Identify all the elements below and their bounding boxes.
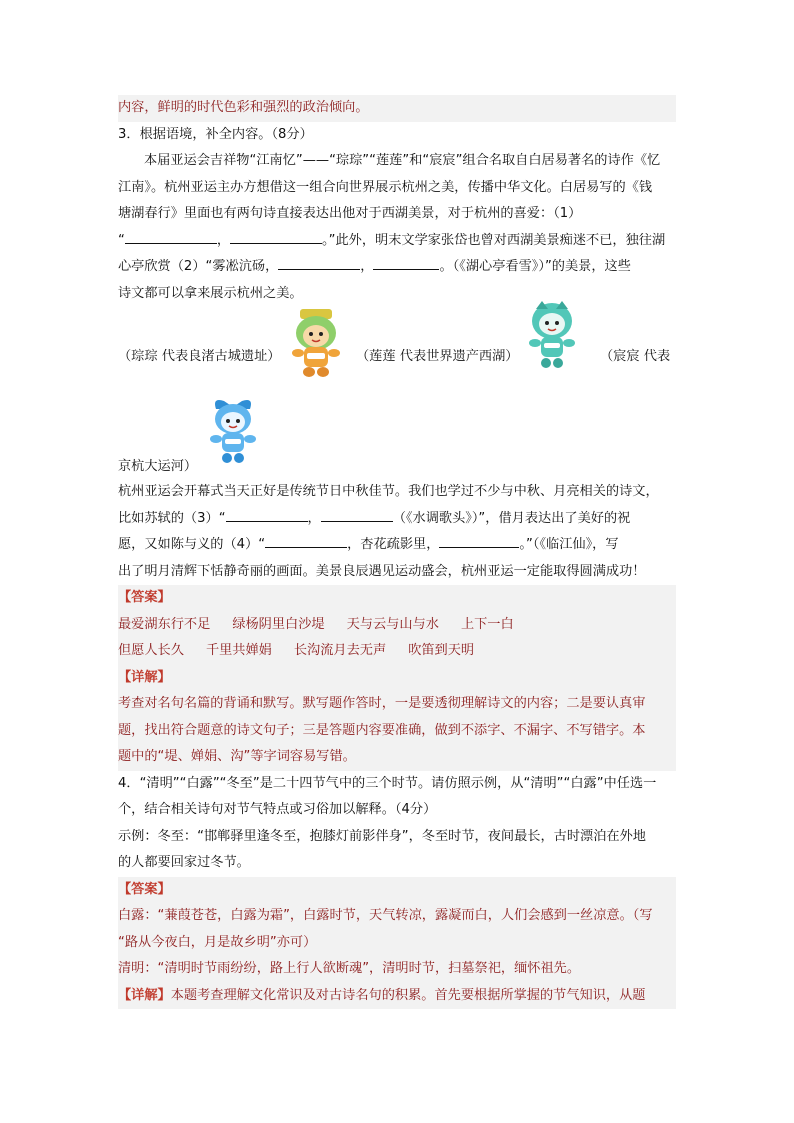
congcong-mascot-image (290, 307, 342, 379)
q4-example-line2: 的人都要回家过冬节。 (118, 855, 250, 870)
document-page (118, 95, 676, 1009)
blank-1b[interactable] (230, 229, 322, 244)
answer-label: 【答案】 (118, 585, 676, 612)
caption-chenchen: （宸宸 代表 (600, 349, 671, 364)
q4-example-line1: 示例：冬至：“邯郸驿里逢冬至，抱膝灯前影伴身”，冬至时节，夜间最长，古时漂泊在外地 (118, 828, 646, 844)
blank-2b[interactable] (373, 255, 439, 270)
blank-4a[interactable] (265, 533, 347, 548)
mascot-row (118, 307, 676, 393)
blank-4b[interactable] (439, 533, 519, 548)
q3-p2-line1: 杭州亚运会开幕式当天正好是传统节日中秋佳节。我们也学过不少与中秋、月亮相关的诗文， (118, 484, 659, 499)
detail-line-2: 题，找出符合题意的诗文句子；三是答题内容要准确，做到不添字、不漏字、不写错字。本 (118, 718, 676, 745)
q4-title-line1: 4．“清明”“白露”“冬至”是二十四节气中的三个时节。请仿照示例，从“清明”“白露”中任选一 (118, 775, 657, 791)
caption-congcong: （琮琮 代表良渚古城遗址） (118, 349, 281, 364)
q4-answer-line2: “路从今夜白，月是故乡明”亦可） (118, 930, 676, 957)
intro-tail: 内容，鲜明的时代色彩和强烈的政治倾向。 (118, 95, 676, 122)
caption-lianlian: （莲莲 代表世界遗产西湖） (356, 349, 519, 364)
mascot-row-2 (118, 393, 676, 479)
q3-p1-line1: 本届亚运会吉祥物“江南忆”——“琮琮”“莲莲”和“宸宸”组合名取自白居易著名的诗作《忆 (144, 153, 661, 168)
q3-p2-line3: 愿，又如陈与义的（4）“ ，杏花疏影里， 。”（《临江仙》，写 (118, 532, 676, 559)
chenchen-mascot-image (208, 395, 258, 465)
q3-p1-line6: 诗文都可以拿来展示杭州之美。 (118, 285, 303, 301)
detail-label: 【详解】 (118, 665, 676, 692)
q4-detail-line: 【详解】本题考查理解文化常识及对古诗名句的积累。首先要根据所掌握的节气知识，从题 (118, 983, 676, 1010)
q4-answer-line3: 清明：“清明时节雨纷纷，路上行人欲断魂”，清明时节，扫墓祭祀，缅怀祖先。 (118, 956, 676, 983)
q3-p1-line5: 心亭欣赏（2）“雾凇沆砀， ， 。（《湖心亭看雪》）”的美景，这些 (118, 254, 676, 281)
q4-title-line2: 个，结合相关诗句对节气特点或习俗加以解释。（4分） (118, 802, 437, 817)
q3-p2-line2: 比如苏轼的（3）“ ， （《水调歌头》）”，借月表达出了美好的祝 (118, 506, 676, 533)
q3-p1-line4: “ ， 。”此外，明末文学家张岱也曾对西湖美景痴迷不已，独往湖 (118, 228, 676, 255)
detail-line-3: 题中的“堤、婵娟、沟”等字词容易写错。 (118, 744, 676, 771)
answers-row-2: 但愿人长久 千里共婵娟 长沟流月去无声 吹笛到天明 (118, 638, 676, 665)
q3-p1-line2: 江南》。杭州亚运主办方想借这一组合向世界展示杭州之美，传播中华文化。白居易写的《钱 (118, 179, 653, 195)
q4-answer-line1: 白露：“蒹葭苍苍，白露为霜”，白露时节，天气转凉，露凝而白，人们会感到一丝凉意。（写 (118, 903, 676, 930)
blank-3a[interactable] (226, 507, 308, 522)
q4-answer-label: 【答案】 (118, 877, 676, 904)
q3-p1-line3: 塘湖春行》里面也有两句诗直接表达出他对于西湖美景，对于杭州的喜爱：（1） (118, 206, 582, 221)
answers-row-1: 最爱湖东行不足 绿杨阴里白沙堤 天与云与山与水 上下一白 (118, 612, 676, 639)
blank-2a[interactable] (278, 255, 360, 270)
blank-1a[interactable] (125, 229, 217, 244)
detail-line-1: 考查对名句名篇的背诵和默写。默写题作答时，一是要透彻理解诗文的内容；二是要认真审 (118, 691, 676, 718)
q3-title: 3．根据语境，补全内容。（8分） (118, 126, 313, 142)
caption-chenchen-cont: 京杭大运河） (118, 459, 198, 474)
q3-p2-line4: 出了明月清辉下恬静奇丽的画面。美景良辰遇见运动盛会，杭州亚运一定能取得圆满成功！ (118, 563, 646, 579)
lianlian-mascot-image (528, 299, 576, 371)
blank-3b[interactable] (321, 507, 393, 522)
